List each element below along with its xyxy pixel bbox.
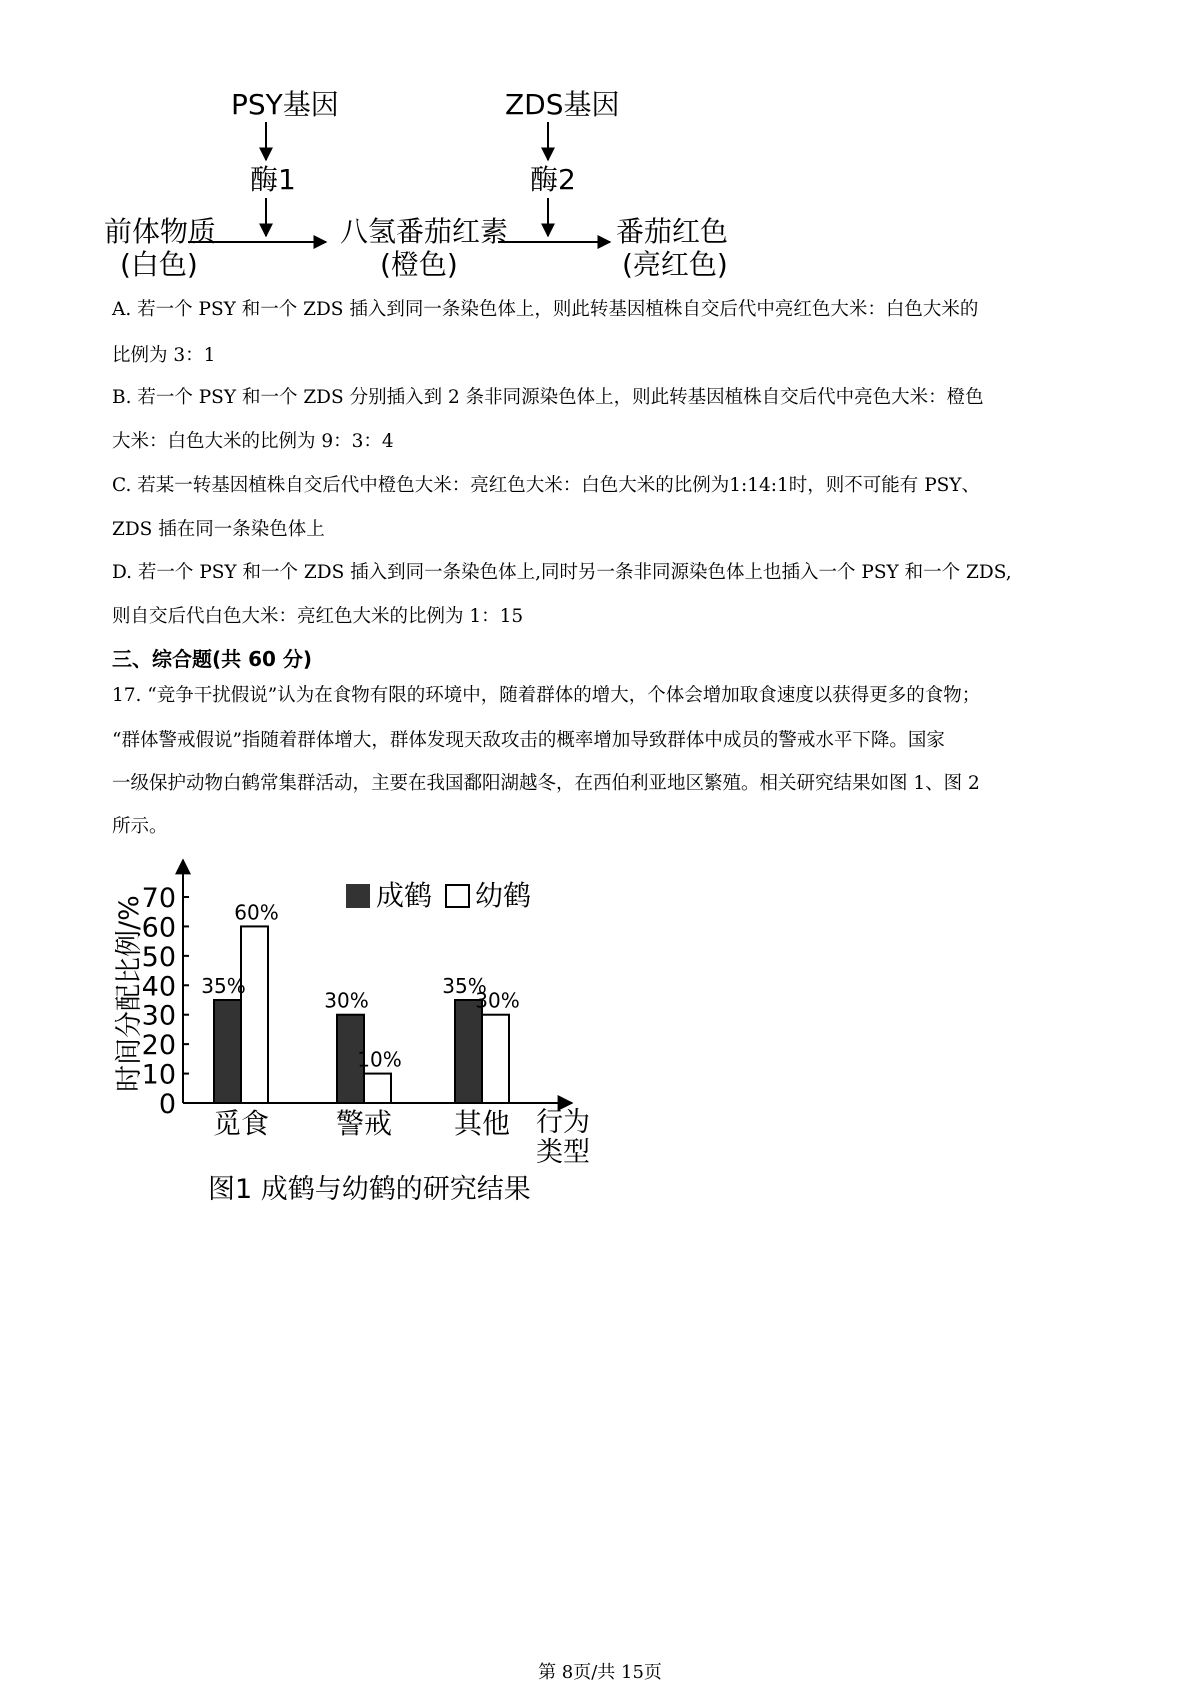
chart-xlabel-line2: 类型 [536, 1137, 590, 1168]
option-b-line2: 大米：白色大米的比例为 9：3：4 [112, 431, 394, 452]
section-heading: 三、综合题(共 60 分) [112, 647, 313, 671]
option-c-line1: C. 若某一转基因植株自交后代中橙色大米：亮红色大米：白色大米的比例为1:14:1时，则不可能有 PSY、 [112, 475, 981, 496]
y-tick-label: 50 [141, 941, 176, 973]
product-label: 番茄红色 [616, 215, 729, 248]
y-tick-label: 10 [141, 1059, 176, 1091]
y-tick-label: 20 [141, 1030, 176, 1062]
bar-value-label: 35% [442, 974, 487, 998]
chart-legend [346, 879, 531, 912]
page-footer: 第 8页/共 15页 [538, 1662, 662, 1683]
bar-value-label: 30% [475, 988, 520, 1013]
bar-juvenile-0 [241, 926, 268, 1103]
question17-line2: “群体警戒假说”指随着群体增大，群体发现天敌攻击的概率增加导致群体中成员的警戒水平下降。国家 [112, 730, 945, 751]
question17-line1: 17. “竞争干扰假说”认为在食物有限的环境中，随着群体的增大，个体会增加取食速度以获得更多的食物； [112, 685, 981, 706]
question17-line4: 所示。 [112, 816, 168, 837]
precursor-color: (白色) [120, 248, 198, 281]
option-b-line1: B. 若一个 PSY 和一个 ZDS 分别插入到 2 条非同源染色体上，则此转基因植株自交后代中亮色大米：橙色 [112, 387, 984, 408]
y-tick-label: 0 [158, 1089, 176, 1120]
bar-juvenile-2 [482, 1015, 509, 1103]
bar-value-label: 60% [234, 900, 279, 925]
intermediate-color: (橙色) [380, 248, 458, 281]
y-tick-label: 30 [141, 1000, 176, 1032]
bar-value-label: 10% [357, 1047, 402, 1072]
x-category-label: 觅食 [212, 1107, 270, 1140]
enzyme1-label: 酶1 [250, 163, 296, 196]
legend-swatch-adult [346, 884, 370, 908]
bar-adult-0 [214, 1000, 241, 1103]
chart-title: 图1 成鹤与幼鹤的研究结果 [208, 1174, 531, 1205]
option-a-line2: 比例为 3：1 [112, 345, 216, 366]
chart-xlabel-line1: 行为 [536, 1107, 590, 1138]
bar-value-label: 35% [201, 974, 246, 998]
bar-value-label: 30% [324, 988, 369, 1013]
legend-swatch-juvenile [446, 885, 469, 907]
y-tick-label: 60 [141, 912, 176, 944]
y-tick-label: 40 [141, 971, 176, 1003]
product-color: (亮红色) [622, 248, 728, 281]
zds-gene-label: ZDS基因 [505, 88, 620, 121]
bar-juvenile-1 [364, 1074, 391, 1103]
legend-label-adult: 成鹤 [376, 879, 433, 912]
enzyme2-label: 酶2 [530, 163, 576, 196]
bar-adult-2 [455, 1000, 482, 1103]
psy-gene-label: PSY基因 [231, 88, 339, 121]
chart-ylabel: 时间分配比例/% [114, 895, 145, 1092]
question17-line3: 一级保护动物白鹤常集群活动，主要在我国鄱阳湖越冬，在西伯利亚地区繁殖。相关研究结果如图 1、图 2 [112, 773, 980, 794]
legend-label-juvenile: 幼鹤 [475, 879, 532, 912]
option-a-line1: A. 若一个 PSY 和一个 ZDS 插入到同一条染色体上，则此转基因植株自交后代中亮红色大米：白色大米的 [112, 299, 979, 320]
option-d-line2: 则自交后代白色大米：亮红色大米的比例为 1：15 [112, 606, 524, 627]
option-d-line1: D. 若一个 PSY 和一个 ZDS 插入到同一条染色体上,同时另一条非同源染色体上也插入一个 PSY 和一个 ZDS, [112, 562, 1012, 583]
x-category-label: 其他 [453, 1107, 511, 1140]
precursor-label: 前体物质 [104, 215, 217, 248]
option-c-line2: ZDS 插在同一条染色体上 [112, 519, 325, 540]
intermediate-label: 八氢番茄红素 [340, 215, 509, 248]
x-category-label: 警戒 [335, 1107, 393, 1140]
y-tick-label: 70 [141, 883, 176, 914]
